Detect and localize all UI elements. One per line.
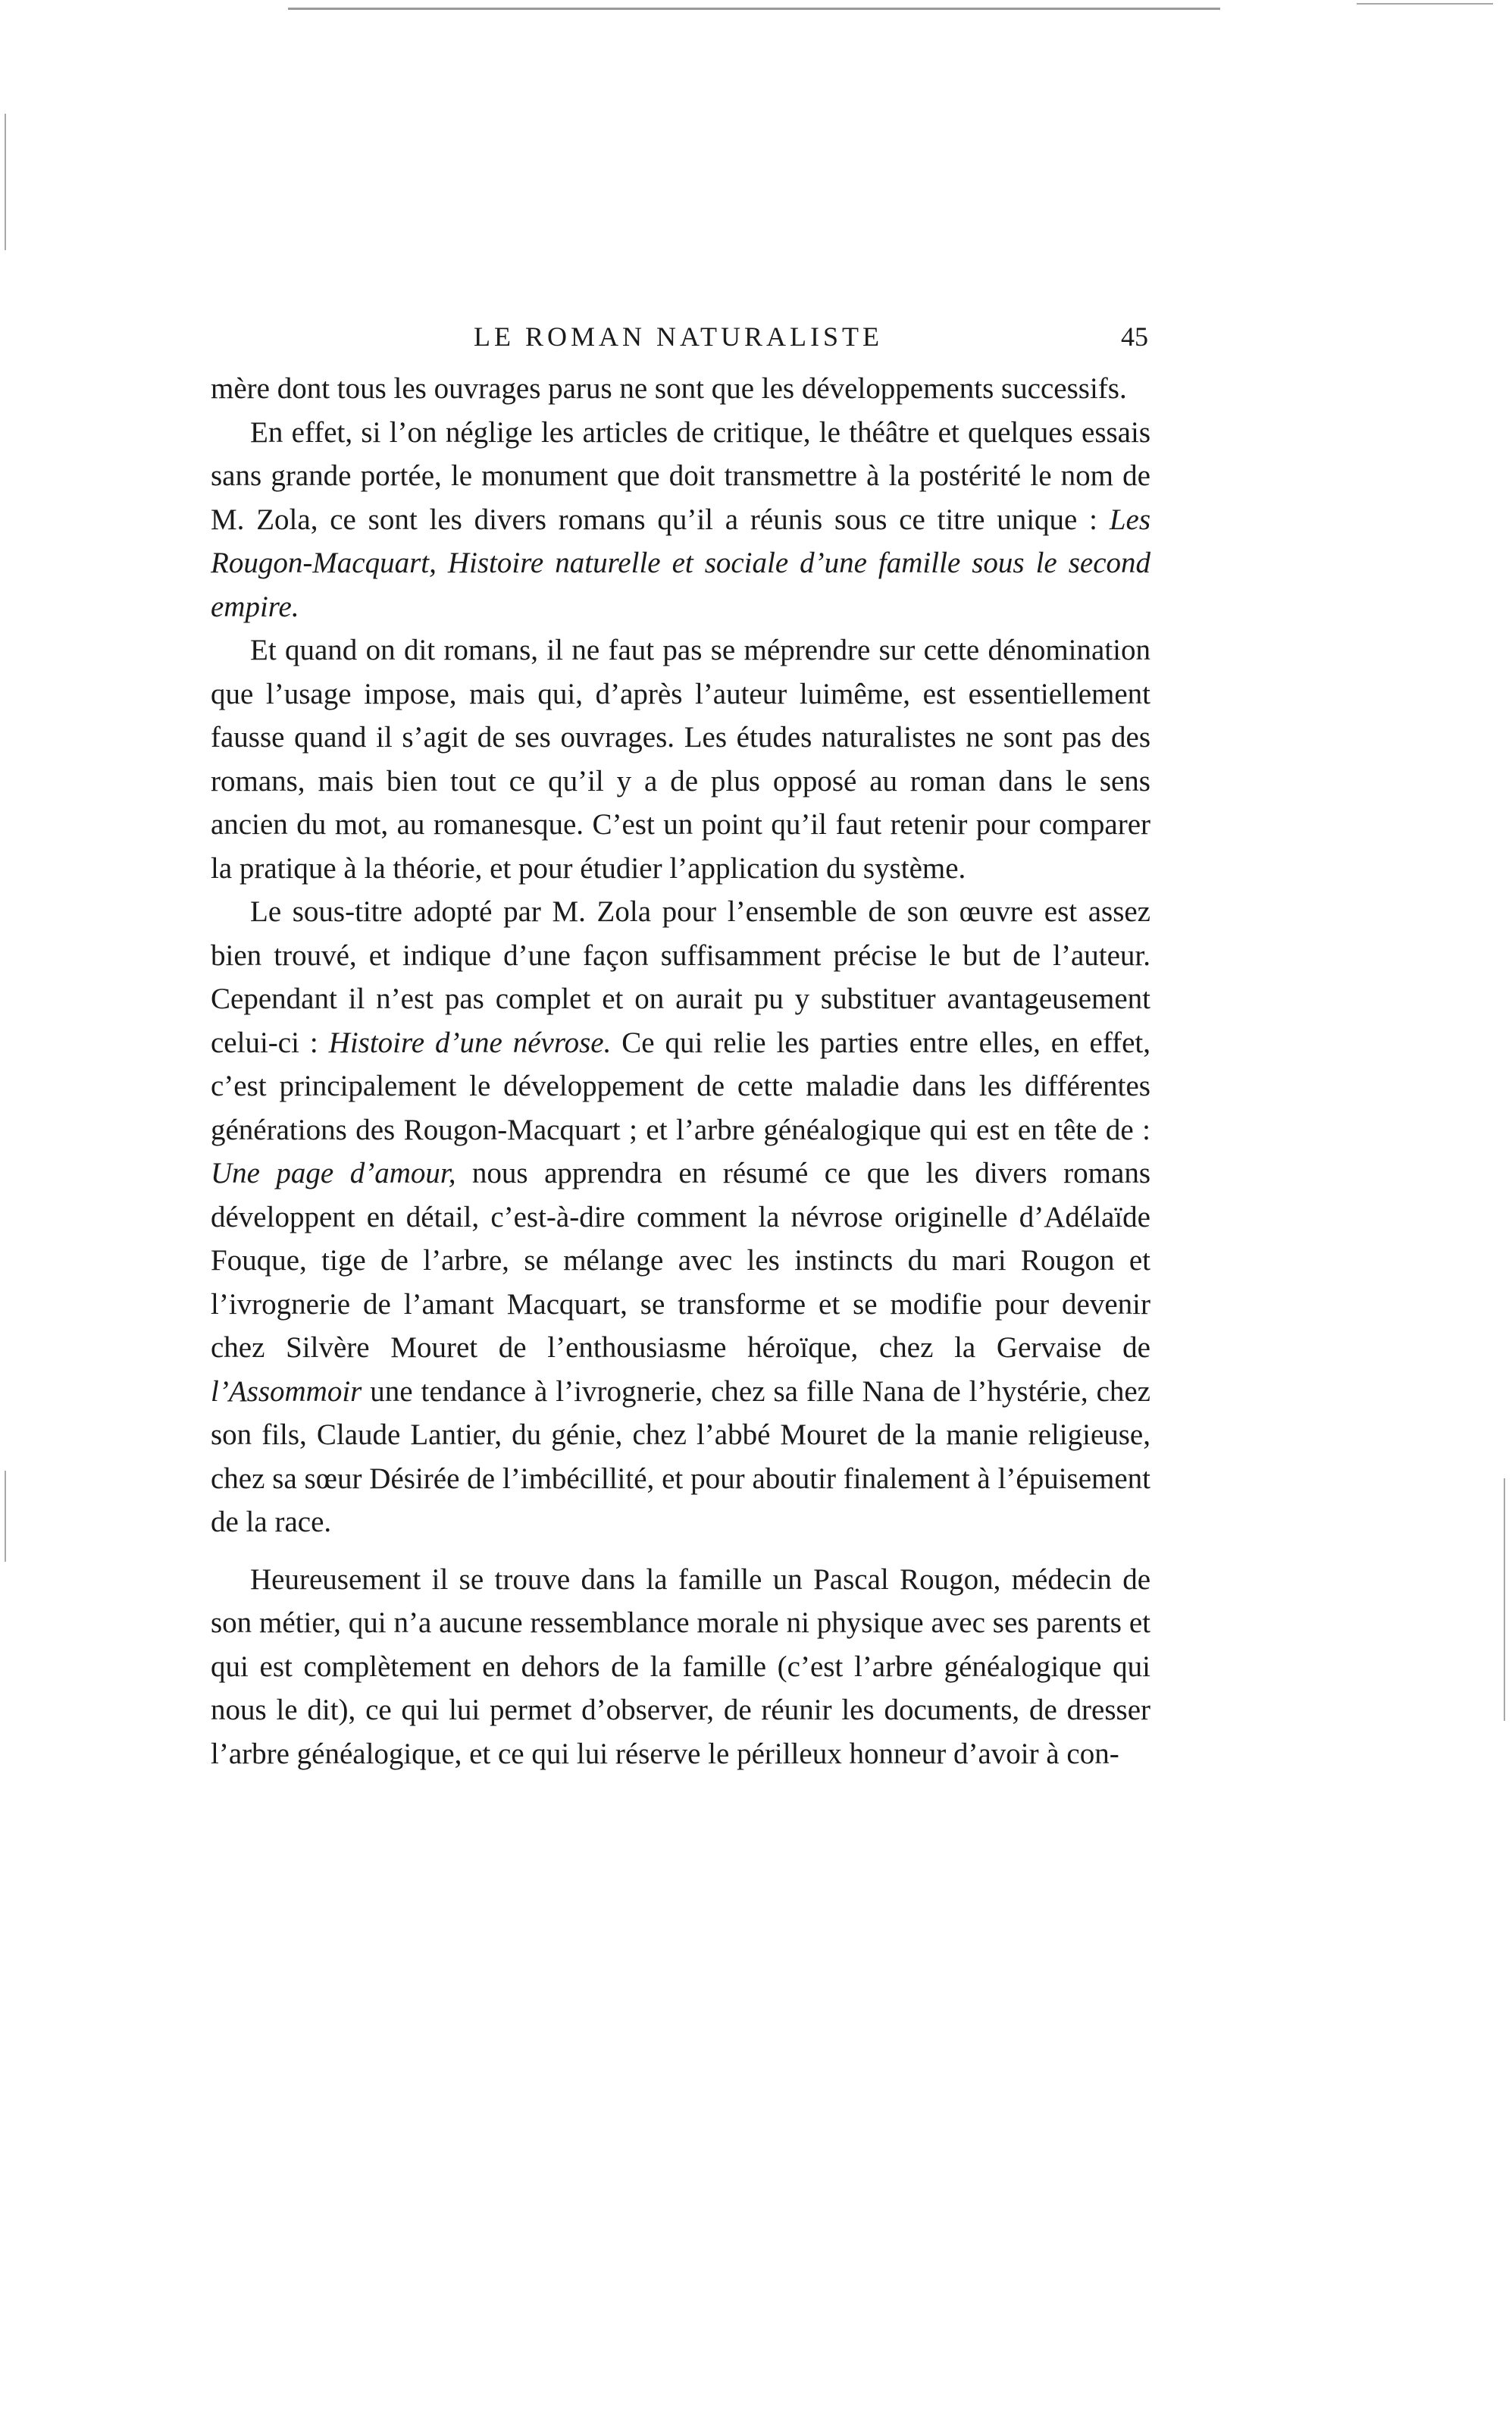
text-run: Et quand on dit romans, il ne faut pas se méprendre sur cette dénomination que l’usage impose, mais qui, d’après l’auteur luimême, est essentiellement fausse quand il s’agit de ses ouvrages. Les études naturalistes ne sont pas des romans, mais bien tout ce qu’il y a de plus opposé au roman dans le sens ancien du mot, au romanesque. C’est un point qu’il faut retenir pour comparer la pratique à la théorie, et pour étudier l’application du système. bbox=[211, 634, 1150, 885]
paragraph-1 bbox=[211, 367, 1150, 411]
text-run: Heureusement il se trouve dans la famille un Pascal Rougon, médecin de son métier, qui n’a aucune ressemblance morale ni physique avec ses parents et qui est complètement en dehors de la famille (c’est l’arbre généalogique qui nous le dit), ce qui lui permet d’observer, de réunir les documents, de dresser l’arbre généalogique, et ce qui lui réserve le périlleux honneur d’avoir à con- bbox=[211, 1562, 1150, 1770]
body-text bbox=[211, 367, 1150, 1775]
text-run: nous apprendra en résumé ce que les divers romans développent en détail, c’est-à-dire comment la névrose originelle d’Adélaïde Fouque, tige de l’arbre, se mélange avec les instincts du mari Rougon et l’ivrognerie de l’amant Macquart, se transforme et se modifie pour devenir chez Silvère Mouret de l’enthousiasme héroïque, chez la Gervaise de bbox=[211, 1157, 1150, 1364]
running-title: LE ROMAN NATURALISTE bbox=[474, 321, 883, 352]
paragraph-2 bbox=[211, 411, 1150, 629]
text-run: En effet, si l’on néglige les articles de critique, le théâtre et quelques essais sans grande portée, le monument que doit transmettre à la postérité le nom de M. Zola, ce sont les divers romans qu’il a réunis sous ce titre unique : bbox=[211, 415, 1150, 536]
paragraph-4 bbox=[211, 890, 1150, 1544]
italic-title: Histoire d’une névrose. bbox=[328, 1026, 612, 1059]
paragraph-5 bbox=[211, 1558, 1150, 1776]
page-number: 45 bbox=[1121, 321, 1148, 352]
text-run: Le sous-titre adopté par M. Zola pour l’ensemble de son œuvre est assez bien trouvé, et indique d’une façon suffisamment précise le but de l’auteur. Cependant il n’est pas complet et on aurait pu y substituer avantageusement celui-ci : bbox=[211, 895, 1150, 1059]
italic-title: l’Assommoir bbox=[211, 1374, 362, 1408]
text-run: une tendance à l’ivrognerie, chez sa fille Nana de l’hystérie, chez son fils, Claude Lantier, du génie, chez l’abbé Mouret de la manie religieuse, chez sa sœur Désirée de l’imbécillité, et pour aboutir finalement à l’épuisement de la race. bbox=[211, 1374, 1150, 1538]
paragraph-3 bbox=[211, 628, 1150, 890]
running-head bbox=[208, 315, 1148, 358]
italic-title: Une page d’amour, bbox=[211, 1157, 456, 1189]
scan-edge-mark-left bbox=[5, 114, 6, 250]
scan-edge-mark-right bbox=[1504, 1478, 1505, 1721]
text-run: Ce qui relie les parties entre elles, en effet, c’est principalement le développement de cette maladie dans les différentes générations des Rougon-Macquart ; et l’arbre généalogique qui est en tête de : bbox=[211, 1026, 1150, 1146]
scan-edge-line-right bbox=[1357, 3, 1493, 5]
scan-edge-mark-left-lower bbox=[5, 1471, 6, 1562]
scan-edge-line bbox=[288, 8, 1220, 10]
text-run: mère dont tous les ouvrages parus ne sont que les développements successifs. bbox=[211, 372, 1127, 405]
italic-title: Les Rougon-Macquart, Histoire naturelle et sociale d’une famille sous le second empire. bbox=[211, 503, 1150, 623]
